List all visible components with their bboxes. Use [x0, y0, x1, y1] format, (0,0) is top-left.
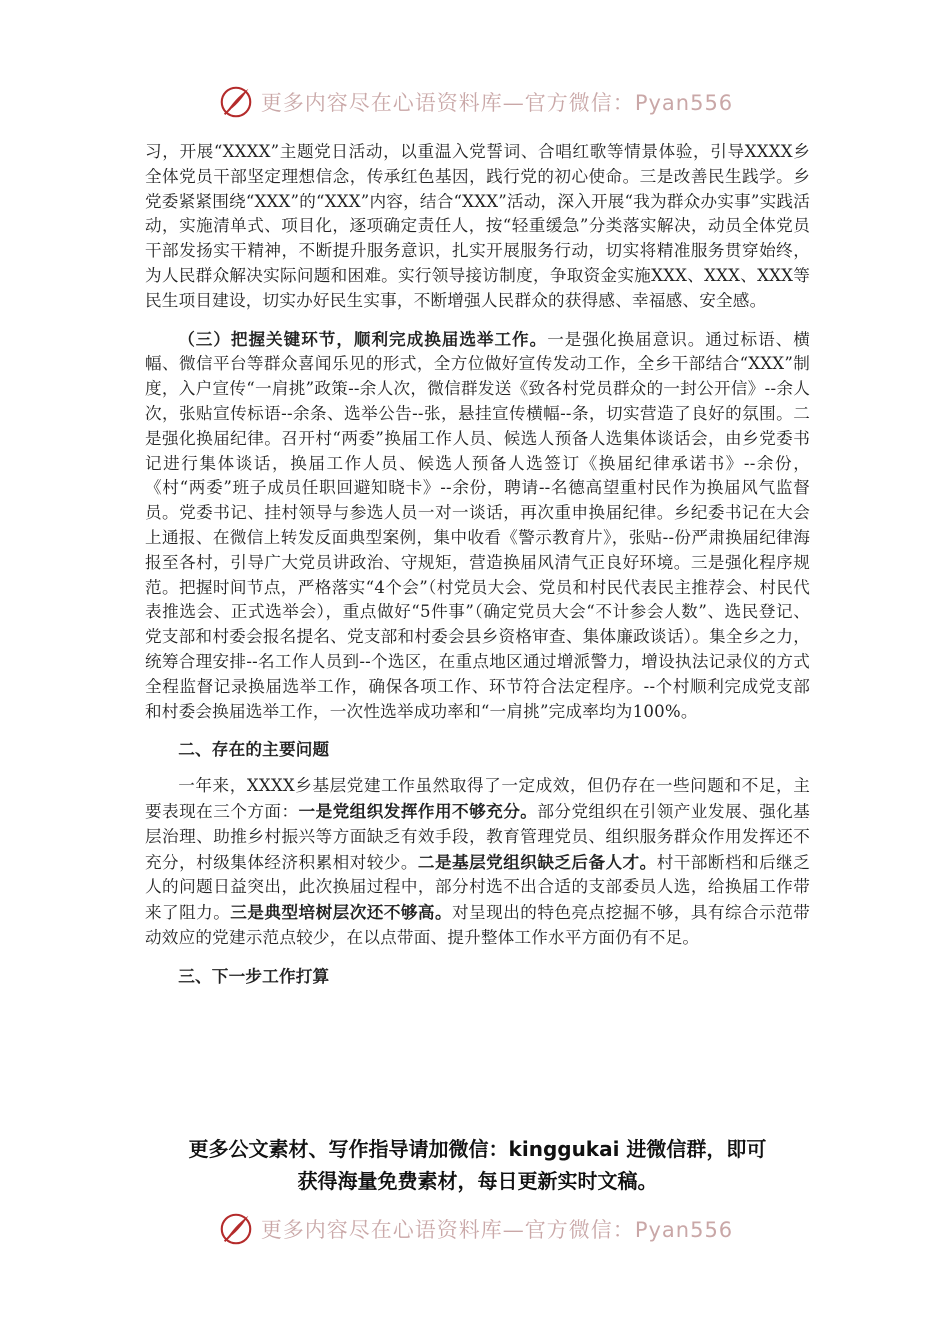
section-3-title: （三）把握关键环节，顺利完成换届选举工作。 — [178, 328, 548, 349]
watermark-banner-top — [0, 80, 950, 124]
quill-logo-icon — [217, 1210, 255, 1248]
heading-main-problems: 二、存在的主要问题 — [178, 739, 330, 760]
watermark-banner-bottom — [0, 1207, 950, 1251]
watermark-text: 更多内容尽在心语资料库—官方微信：Pyan556 — [260, 91, 734, 115]
promo-line-1: 更多公文素材、写作指导请加微信：kinggukai 进微信群，即可 — [188, 1137, 767, 1161]
heading-next-steps: 三、下一步工作打算 — [178, 965, 330, 986]
promo-line-2: 获得海量免费素材，每日更新实时文稿。 — [297, 1169, 658, 1193]
paragraph-3: 一年来，XXXX乡基层党建工作虽然取得了一定成效，但仍存在一些问题和不足，主要表现在三个方面：一是党组织发挥作用不够充分。部分党组织在引领产业发展、强化基层治理、助推乡村振兴等方面缺乏有效手段，教育管理党员、组织服务群众作用发挥还不充分，村级集体经济积累相对较少。二是基层党组织缺乏后备人才。村干部断档和后继乏人的问题日益突出，此次换届过程中，部分村选不出合适的支部委员人选，给换届工作带来了阻力。三是典型培树层次还不够高。对呈现出的特色亮点挖掘不够，具有综合示范带动效应的党建示范点较少，在以点带面、提升整体工作水平方面仍有不足。 — [145, 776, 810, 947]
watermark-text: 更多内容尽在心语资料库—官方微信：Pyan556 — [260, 1218, 734, 1242]
quill-logo-icon — [217, 83, 255, 121]
paragraph-1: 习，开展“XXXX”主题党日活动，以重温入党誓词、合唱红歌等情景体验，引导XXXX乡全体党员干部坚定理想信念，传承红色基因，践行党的初心使命。三是改善民生践学。乡党委紧紧围绕“XXX”的“XXX”内容，结合“XXX”活动，深入开展“我为群众办实事”实践活动，实施清单式、项目化，逐项确定责任人，按“轻重缓急”分类落实解决，动员全体党员干部发扬实干精神，不断提升服务意识，扎实开展服务行动，切实将精准服务贯穿始终，为人民群众解决实际问题和困难。实行领导接访制度，争取资金实施XXX、XXX、XXX等民生项目建设，切实办好民生实事，不断增强人民群众的获得感、幸福感、安全感。 — [145, 142, 810, 310]
document-body — [145, 140, 810, 1001]
paragraph-2: （三）把握关键环节，顺利完成换届选举工作。一是强化换届意识。通过标语、横幅、微信平台等群众喜闻乐见的形式，全方位做好宣传发动工作，全乡干部结合“XXX”制度，入户宣传“一肩挑”政策--余人次，微信群发送《致各村党员群众的一封公开信》--余人次，张贴宣传标语--余条、选举公告--张，悬挂宣传横幅--条，切实营造了良好的氛围。二是强化换届纪律。召开村“两委”换届工作人员、候选人预备人选集体谈话会，由乡党委书记进行集体谈话，换届工作人员、候选人预备人选签订《换届纪律承诺书》--余份，《村“两委”班子成员任职回避知晓卡》--余份，聘请--名德高望重村民作为换届风气监督员。党委书记、挂村领导与参选人员一对一谈话，再次重申换届纪律。乡纪委书记在大会上通报、在微信上转发反面典型案例，集中收看《警示教育片》，张贴--份严肃换届纪律海报至各村，引导广大党员讲政治、守规矩，营造换届风清气正良好环境。三是强化程序规范。把握时间节点，严格落实“4个会”（村党员大会、党员和村民代表民主推荐会、村民代表推选会、正式选举会），重点做好“5件事”（确定党员大会“不计参会人数”、选民登记、党支部和村委会报名提名、党支部和村委会县乡资格审查、集体廉政谈话）。集全乡之力，统筹合理安排--名工作人员到--个选区，在重点地区通过增派警力，增设执法记录仪的方式全程监督记录换届选举工作，确保各项工作、环节符合法定程序。--个村顺利完成党支部和村委会换届选举工作，一次性选举成功率和“一肩挑”完成率均为100%。 — [145, 328, 811, 721]
promo-notice — [145, 1133, 810, 1197]
